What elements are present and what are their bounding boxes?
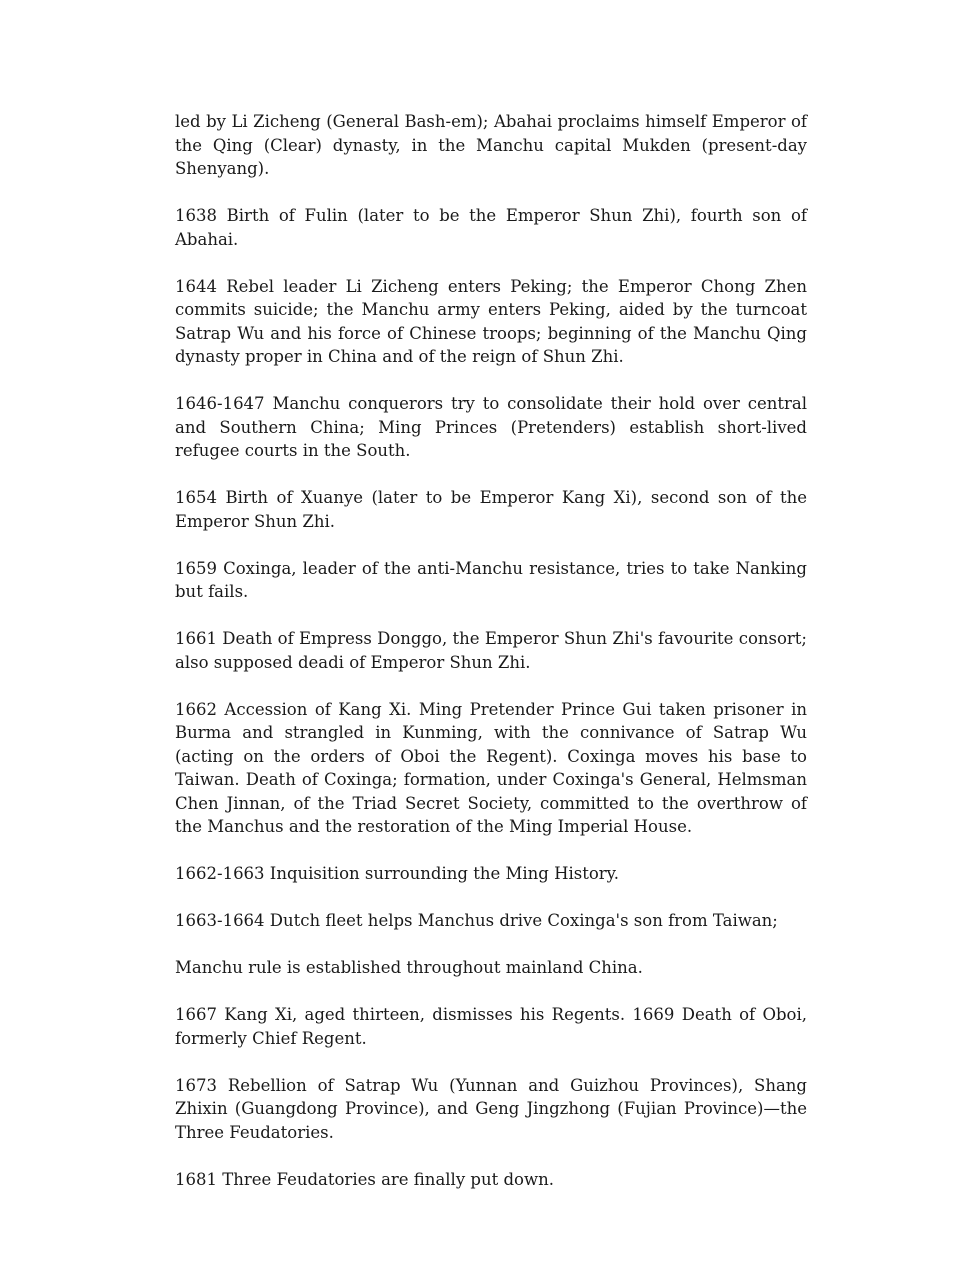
document-page <box>175 110 807 1191</box>
timeline-entry-1667: 1667 Kang Xi, aged thirteen, dismisses his Regents. 1669 Death of Oboi, formerly Chief Regent. <box>175 1005 807 1048</box>
timeline-entry-1659: 1659 Coxinga, leader of the anti-Manchu resistance, tries to take Nanking but fails. <box>175 558 807 601</box>
timeline-entry-1663-1664: 1663-1664 Dutch fleet helps Manchus drive Coxinga's son from Taiwan; <box>175 911 778 930</box>
timeline-entry-1673: 1673 Rebellion of Satrap Wu (Yunnan and Guizhou Provinces), Shang Zhixin (Guangdong Province), and Geng Jingzhong (Fujian Province)—the Three Feudatories. <box>175 1075 807 1142</box>
timeline-entry-1646: 1646-1647 Manchu conquerors try to consolidate their hold over central and Southern China; Ming Princes (Pretenders) establish short-lived refugee courts in the South. <box>175 394 807 460</box>
timeline-entry-1644: 1644 Rebel leader Li Zicheng enters Peking; the Emperor Chong Zhen commits suicide; the Manchu army enters Peking, aided by the turncoat Satrap Wu and his force of Chinese troops; beginning of the Manchu Qing dynasty proper in China and of the reign of Shun Zhi. <box>175 276 807 366</box>
timeline-entry-1638: 1638 Birth of Fulin (later to be the Emperor Shun Zhi), fourth son of Abahai. <box>175 206 807 249</box>
timeline-entry-1662-1663: 1662-1663 Inquisition surrounding the Ming History. <box>175 864 620 883</box>
timeline-entry-1681: 1681 Three Feudatories are finally put down. <box>175 1169 554 1189</box>
timeline-entry-1661: 1661 Death of Empress Donggo, the Emperor Shun Zhi's favourite consort; also supposed deadi of Emperor Shun Zhi. <box>175 629 807 672</box>
timeline-entry-1654: 1654 Birth of Xuanye (later to be Emperor Kang Xi), second son of the Emperor Shun Zhi. <box>175 488 807 531</box>
timeline-entry-manchu-rule: Manchu rule is established throughout mainland China. <box>175 958 643 977</box>
timeline-entry-1662: 1662 Accession of Kang Xi. Ming Pretender Prince Gui taken prisoner in Burma and strangled in Kunming, with the connivance of Satrap Wu (acting on the orders of Oboi the Regent). Coxinga moves his base to Taiwan. Death of Coxinga; formation, under Coxinga's General, Helmsman Chen Jinnan, of the Triad Secret Society, committed to the overthrow of the Manchus and the restoration of the Ming Imperial House. <box>175 699 807 836</box>
text-paragraph-continuation: led by Li Zicheng (General Bash-em); Abahai proclaims himself Emperor of the Qing (Clear) dynasty, in the Manchu capital Mukden (present-day Shenyang). <box>175 112 807 178</box>
